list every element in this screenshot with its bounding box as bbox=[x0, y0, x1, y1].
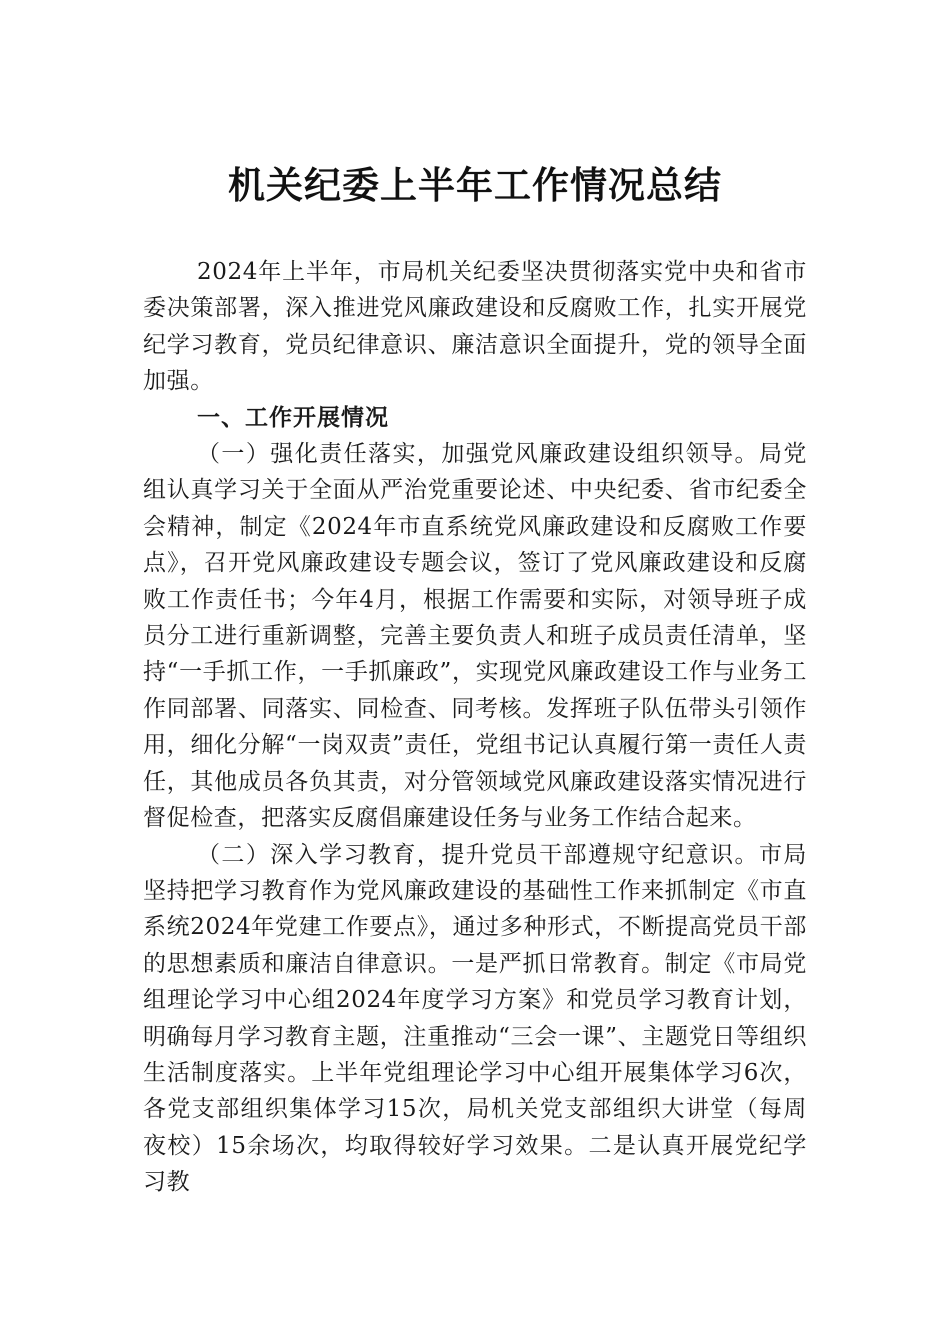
paragraph-education: （二）深入学习教育，提升党员干部遵规守纪意识。市局坚持把学习教育作为党风廉政建设的基础性工作来抓制定《市直系统2024年党建工作要点》，通过多种形式，不断提高党员干部的思想素质和廉洁自律意识。一是严抓日常教育。制定《市局党组理论学习中心组2024年度学习方案》和党员学习教育计划，明确每月学习教育主题，注重推动“三会一课”、主题党日等组织生活制度落实。上半年党组理论学习中心组开展集体学习6次，各党支部组织集体学习15次，局机关党支部组织大讲堂（每周夜校）15余场次，均取得较好学习效果。二是认真开展党纪学习教 bbox=[143, 841, 807, 1196]
intro-paragraph: 2024年上半年，市局机关纪委坚决贯彻落实党中央和省市委决策部署，深入推进党风廉政建设和反腐败工作，扎实开展党纪学习教育，党员纪律意识、廉洁意识全面提升，党的领导全面加强。 bbox=[143, 259, 807, 395]
document-title: 机关纪委上半年工作情况总结 bbox=[228, 163, 722, 207]
section-heading: 一、工作开展情况 bbox=[197, 404, 389, 431]
document-body bbox=[143, 254, 807, 1201]
paragraph-responsibility: （一）强化责任落实，加强党风廉政建设组织领导。局党组认真学习关于全面从严治党重要论述、中央纪委、省市纪委全会精神，制定《2024年市直系统党风廉政建设和反腐败工作要点》，召开党风廉政建设专题会议，签订了党风廉政建设和反腐败工作责任书；今年4月，根据工作需要和实际，对领导班子成员分工进行重新调整，完善主要负责人和班子成员责任清单，坚持“一手抓工作，一手抓廉政”，实现党风廉政建设工作与业务工作同部署、同落实、同检查、同考核。发挥班子队伍带头引领作用，细化分解“一岗双责”责任，党组书记认真履行第一责任人责任，其他成员各负其责，对分管领域党风廉政建设落实情况进行督促检查，把落实反腐倡廉建设任务与业务工作结合起来。 bbox=[143, 441, 807, 832]
